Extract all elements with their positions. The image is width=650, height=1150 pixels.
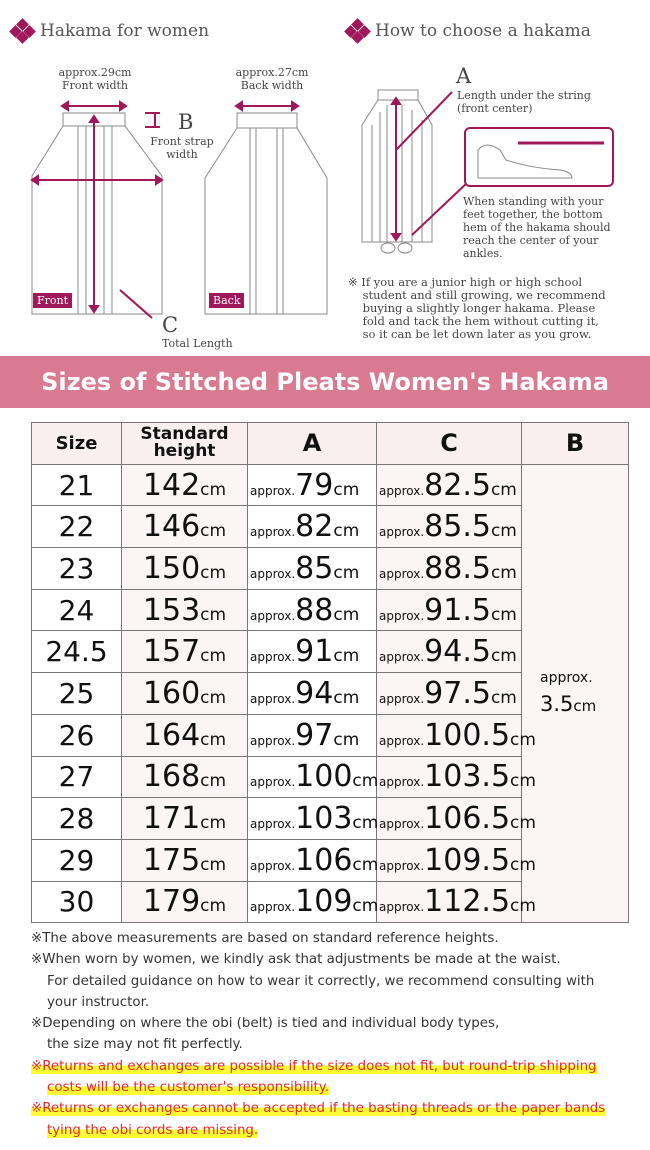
a-cell: approx.109cm — [248, 881, 377, 923]
size-cell: 26 — [32, 714, 122, 756]
size-cell: 22 — [32, 506, 122, 548]
size-table — [31, 422, 629, 923]
header-c: C — [377, 423, 522, 465]
a-cell: approx.106cm — [248, 839, 377, 881]
height-cell: 150cm — [122, 548, 248, 590]
height-cell: 146cm — [122, 506, 248, 548]
note-4b: costs will be the customer's responsibility. — [47, 1080, 330, 1096]
note-5b: tying the obi cords are missing. — [47, 1122, 259, 1138]
note-3a: ※Depending on where the obi (belt) is tied and individual body types, — [31, 1016, 500, 1032]
a-cell: approx.103cm — [248, 798, 377, 840]
c-cell: approx.109.5cm — [377, 839, 522, 881]
size-cell: 21 — [32, 464, 122, 506]
a-cell: approx.94cm — [248, 673, 377, 715]
height-cell: 142cm — [122, 464, 248, 506]
a-cell: approx.79cm — [248, 464, 377, 506]
a-letter: A — [456, 64, 472, 88]
c-cell: approx.103.5cm — [377, 756, 522, 798]
a-cell: approx.97cm — [248, 714, 377, 756]
height-cell: 168cm — [122, 756, 248, 798]
height-cell: 153cm — [122, 589, 248, 631]
a-description: Length under the string (front center) — [457, 89, 591, 115]
table-row — [32, 464, 629, 506]
height-cell: 171cm — [122, 798, 248, 840]
junior-note: ※ If you are a junior high or high school student and still growing, we recommend buying a slightly longer hakama. Please fold and tack the hem without cutting it, so it can be let down later as you grow. — [348, 275, 606, 341]
size-cell: 25 — [32, 673, 122, 715]
front-width-label: approx.29cm Front width — [58, 66, 132, 92]
c-cell: approx.97.5cm — [377, 673, 522, 715]
front-strap-label: Front strap width — [150, 135, 214, 161]
size-cell: 24.5 — [32, 631, 122, 673]
c-cell: approx.106.5cm — [377, 798, 522, 840]
note-2c: your instructor. — [47, 994, 150, 1010]
note-2b: For detailed guidance on how to wear it correctly, we recommend consulting with — [47, 973, 595, 989]
height-cell: 175cm — [122, 839, 248, 881]
c-cell: approx.112.5cm — [377, 881, 522, 923]
size-cell: 30 — [32, 881, 122, 923]
a-cell: approx.85cm — [248, 548, 377, 590]
c-cell: approx.88.5cm — [377, 548, 522, 590]
header-a: A — [248, 423, 377, 465]
note-5a: ※Returns or exchanges cannot be accepted if the basting threads or the paper bands — [31, 1101, 606, 1117]
size-cell: 29 — [32, 839, 122, 881]
note-4a: ※Returns and exchanges are possible if the size does not fit, but round-trip shipping — [31, 1058, 597, 1074]
b-cell: approx. 3.5cm — [522, 464, 629, 923]
header-height: Standard height — [122, 423, 248, 465]
choose-section-title: How to choose a hakama — [345, 20, 591, 42]
note-3b: the size may not fit perfectly. — [47, 1037, 243, 1053]
c-cell: approx.82.5cm — [377, 464, 522, 506]
size-cell: 27 — [32, 756, 122, 798]
note-1: ※The above measurements are based on standard reference heights. — [31, 931, 499, 946]
total-length-label: Total Length — [162, 337, 233, 350]
back-hakama-illustration — [205, 113, 327, 314]
b-letter: B — [178, 110, 194, 134]
note-2a: ※When worn by women, we kindly ask that adjustments be made at the waist. — [31, 952, 561, 968]
c-cell: approx.91.5cm — [377, 589, 522, 631]
notes — [31, 928, 631, 1141]
c-cell: approx.94.5cm — [377, 631, 522, 673]
height-cell: 179cm — [122, 881, 248, 923]
size-table-banner: Sizes of Stitched Pleats Women's Hakama — [0, 356, 650, 408]
c-cell: approx.85.5cm — [377, 506, 522, 548]
header-b: B — [522, 423, 629, 465]
back-width-label: approx.27cm Back width — [235, 66, 309, 92]
c-letter: C — [162, 313, 179, 337]
c-cell: approx.100.5cm — [377, 714, 522, 756]
header-size: Size — [32, 423, 122, 465]
height-cell: 164cm — [122, 714, 248, 756]
size-cell: 28 — [32, 798, 122, 840]
size-cell: 24 — [32, 589, 122, 631]
height-cell: 157cm — [122, 631, 248, 673]
table-header-row — [32, 423, 629, 465]
front-tag: Front — [33, 293, 72, 308]
height-cell: 160cm — [122, 673, 248, 715]
ankle-detail-box — [465, 128, 613, 186]
women-section-title: Hakama for women — [10, 20, 209, 42]
standing-note: When standing with your feet together, the bottom hem of the hakama should reach the center of your ankles. — [463, 195, 611, 260]
size-cell: 23 — [32, 548, 122, 590]
a-cell: approx.91cm — [248, 631, 377, 673]
a-cell: approx.100cm — [248, 756, 377, 798]
a-cell: approx.88cm — [248, 589, 377, 631]
back-tag: Back — [209, 293, 244, 308]
a-cell: approx.82cm — [248, 506, 377, 548]
